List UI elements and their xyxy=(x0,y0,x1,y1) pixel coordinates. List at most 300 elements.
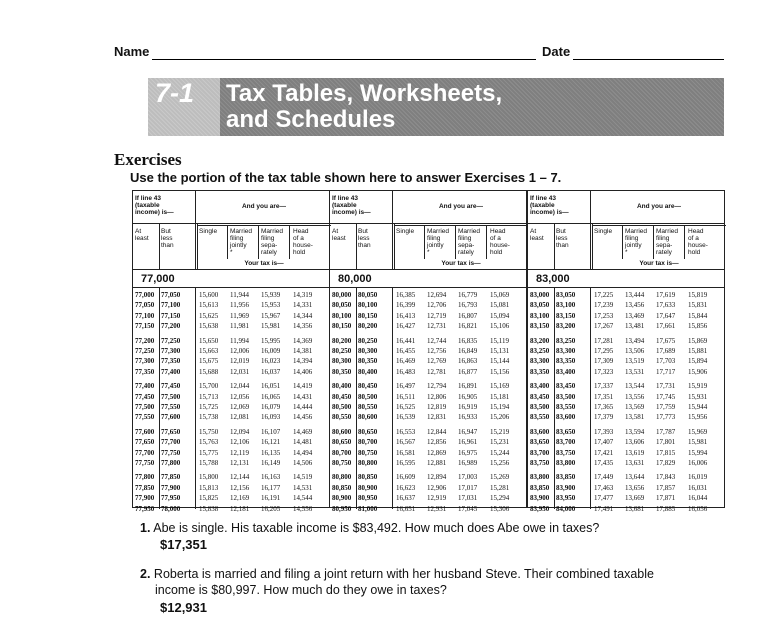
table-cell: 14,481 xyxy=(293,438,313,447)
table-cell: 13,556 xyxy=(625,392,645,401)
table-cell: 83,550 xyxy=(556,403,576,411)
table-cell: 17,717 xyxy=(656,367,676,376)
table-cell: 15,269 xyxy=(490,473,510,482)
table-cell: 13,619 xyxy=(625,448,645,457)
table-cell: 80,100 xyxy=(358,301,378,310)
title-line-1: Tax Tables, Worksheets, xyxy=(226,80,503,107)
column-rule xyxy=(195,191,196,269)
table-cell: 83,050 xyxy=(530,301,550,310)
table-row xyxy=(330,494,526,503)
table-cell: 16,093 xyxy=(261,413,281,422)
table-cell: 16,037 xyxy=(261,367,281,376)
table-cell: 16,051 xyxy=(261,382,281,391)
table-cell: 14,519 xyxy=(293,473,313,482)
table-cell: 80,350 xyxy=(332,367,352,376)
column-rule xyxy=(424,225,425,259)
header-married-separately: Married filing sepa- rately xyxy=(261,228,284,256)
table-cell: 83,300 xyxy=(556,347,576,355)
table-cell: 84,000 xyxy=(556,504,576,513)
table-cell: 17,239 xyxy=(594,301,614,310)
header-if-line: If line 43 (taxable income) is— xyxy=(135,195,174,216)
table-cell: 14,431 xyxy=(293,392,313,401)
table-cell: 77,250 xyxy=(161,336,181,345)
table-cell: 83,900 xyxy=(530,494,550,503)
table-cell: 15,894 xyxy=(688,357,708,366)
table-row xyxy=(133,413,329,422)
table-rule xyxy=(330,287,526,288)
header-but-less: But less than xyxy=(358,228,371,249)
table-cell: 17,003 xyxy=(458,473,478,482)
table-cell: 16,863 xyxy=(458,357,478,366)
table-rule xyxy=(528,223,724,224)
table-cell: 16,511 xyxy=(396,392,415,401)
header-if-line: If line 43 (taxable income) is— xyxy=(530,195,569,216)
header-married-separately: Married filing sepa- rately xyxy=(656,228,679,256)
table-cell: 16,056 xyxy=(688,504,708,513)
table-cell: 17,421 xyxy=(594,448,614,457)
column-rule xyxy=(356,223,357,269)
header-head-of-household: Head of a house- hold xyxy=(293,228,313,256)
table-cell: 15,638 xyxy=(199,322,219,331)
table-cell: 15,856 xyxy=(688,322,708,331)
table-cell: 17,017 xyxy=(458,483,478,492)
table-row xyxy=(133,322,329,331)
table-cell: 17,759 xyxy=(656,403,676,411)
table-cell: 12,744 xyxy=(427,336,447,345)
table-cell: 77,550 xyxy=(161,403,181,411)
table-cell: 17,731 xyxy=(656,382,676,391)
table-cell: 15,169 xyxy=(490,382,510,391)
table-cell: 15,981 xyxy=(688,438,708,447)
table-cell: 16,637 xyxy=(396,494,416,503)
header-head-of-household: Head of a house- hold xyxy=(688,228,708,256)
table-cell: 15,906 xyxy=(688,367,708,376)
table-cell: 77,350 xyxy=(161,357,181,366)
table-cell: 16,031 xyxy=(688,483,708,492)
table-cell: 13,681 xyxy=(625,504,645,513)
table-rule xyxy=(133,287,329,288)
table-cell: 14,506 xyxy=(293,459,313,467)
table-cell: 12,719 xyxy=(427,311,447,320)
table-cell: 17,295 xyxy=(594,347,614,355)
table-cell: 12,081 xyxy=(230,413,250,422)
table-cell: 15,194 xyxy=(490,403,510,411)
table-cell: 17,393 xyxy=(594,427,614,436)
table-cell: 14,356 xyxy=(293,322,313,331)
table-row xyxy=(528,393,724,402)
question-1 xyxy=(140,520,740,536)
table-cell: 14,394 xyxy=(293,357,313,366)
table-cell: 83,400 xyxy=(556,367,576,376)
table-cell: 14,419 xyxy=(293,382,313,391)
table-cell: 15,994 xyxy=(688,448,708,457)
table-row xyxy=(528,357,724,366)
table-cell: 15,625 xyxy=(199,311,219,320)
table-cell: 77,550 xyxy=(135,413,155,422)
table-cell: 15,969 xyxy=(688,427,708,436)
column-rule xyxy=(455,225,456,259)
table-cell: 77,900 xyxy=(135,494,155,503)
table-cell: 15,967 xyxy=(261,311,281,320)
table-rule xyxy=(133,269,329,270)
table-cell: 16,121 xyxy=(261,438,281,447)
table-cell: 83,850 xyxy=(530,483,550,492)
table-row xyxy=(133,473,329,482)
table-cell: 15,738 xyxy=(199,413,219,422)
table-cell: 17,633 xyxy=(656,301,676,310)
table-cell: 17,449 xyxy=(594,473,614,482)
table-cell: 77,850 xyxy=(135,483,155,492)
table-cell: 12,694 xyxy=(427,291,447,299)
table-cell: 16,205 xyxy=(261,504,281,513)
table-rule xyxy=(330,269,526,270)
table-cell: 77,050 xyxy=(135,301,155,310)
header-married-jointly: Married filing jointly * xyxy=(230,228,253,256)
table-cell: 16,779 xyxy=(458,291,478,299)
table-cell: 83,350 xyxy=(556,357,576,366)
table-cell: 80,050 xyxy=(358,291,378,299)
header-married-jointly: Married filing jointly * xyxy=(625,228,648,256)
table-rule xyxy=(592,225,726,226)
table-cell: 77,800 xyxy=(161,459,181,467)
table-row xyxy=(133,494,329,503)
table-cell: 80,150 xyxy=(332,322,352,331)
table-cell: 15,613 xyxy=(199,301,219,310)
table-row xyxy=(133,428,329,437)
table-cell: 83,600 xyxy=(530,427,550,436)
table-cell: 13,569 xyxy=(625,403,645,411)
question-2 xyxy=(140,566,740,598)
table-cell: 16,163 xyxy=(261,473,281,482)
table-row xyxy=(528,473,724,482)
table-cell: 15,919 xyxy=(688,382,708,391)
table-cell: 16,947 xyxy=(458,427,478,436)
table-cell: 83,550 xyxy=(530,413,550,422)
table-cell: 83,750 xyxy=(530,459,550,467)
table-cell: 77,250 xyxy=(135,347,155,355)
table-cell: 83,900 xyxy=(556,483,576,492)
title-line-2: and Schedules xyxy=(226,106,396,133)
table-cell: 17,773 xyxy=(656,413,676,422)
table-cell: 14,531 xyxy=(293,483,313,492)
table-row xyxy=(133,484,329,493)
table-cell: 14,331 xyxy=(293,301,313,310)
table-cell: 12,069 xyxy=(230,403,250,411)
table-cell: 16,581 xyxy=(396,448,416,457)
table-cell: 12,019 xyxy=(230,357,250,366)
table-cell: 15,788 xyxy=(199,459,219,467)
table-cell: 83,450 xyxy=(556,382,576,391)
table-cell: 17,351 xyxy=(594,392,614,401)
table-cell: 80,750 xyxy=(332,459,352,467)
table-cell: 80,600 xyxy=(332,427,352,436)
table-cell: 15,869 xyxy=(688,336,708,345)
table-row xyxy=(330,428,526,437)
table-cell: 77,400 xyxy=(161,367,181,376)
name-date-line xyxy=(114,44,724,62)
table-cell: 15,306 xyxy=(490,504,510,513)
table-cell: 17,281 xyxy=(594,336,614,345)
table-cell: 17,661 xyxy=(656,322,676,331)
table-cell: 83,950 xyxy=(530,504,550,513)
table-cell: 16,821 xyxy=(458,322,478,331)
column-rule xyxy=(159,223,160,269)
table-cell: 16,023 xyxy=(261,357,281,366)
table-cell: 77,050 xyxy=(161,291,181,299)
table-cell: 12,769 xyxy=(427,357,447,366)
table-cell: 17,365 xyxy=(594,403,614,411)
table-cell: 80,800 xyxy=(332,473,352,482)
table-cell: 17,225 xyxy=(594,291,614,299)
table-cell: 13,644 xyxy=(625,473,645,482)
table-cell: 16,009 xyxy=(261,347,281,355)
table-cell: 15,825 xyxy=(199,494,219,503)
instructions: Use the portion of the tax table shown here to answer Exercises 1 – 7. xyxy=(130,170,562,185)
table-cell: 14,469 xyxy=(293,427,313,436)
table-row xyxy=(330,438,526,447)
table-cell: 11,956 xyxy=(230,301,249,310)
table-cell: 16,455 xyxy=(396,347,416,355)
table-cell: 80,250 xyxy=(358,336,378,345)
table-cell: 16,399 xyxy=(396,301,416,310)
table-row xyxy=(133,368,329,377)
table-cell: 14,406 xyxy=(293,367,313,376)
table-cell: 80,100 xyxy=(332,311,352,320)
tax-table xyxy=(527,190,725,513)
table-cell: 83,050 xyxy=(556,291,576,299)
table-row xyxy=(330,393,526,402)
table-cell: 15,219 xyxy=(490,427,510,436)
table-cell: 80,200 xyxy=(332,336,352,345)
table-cell: 80,950 xyxy=(358,494,378,503)
table-cell: 12,856 xyxy=(427,438,447,447)
table-cell: 77,100 xyxy=(135,311,155,320)
table-row xyxy=(330,337,526,346)
table-cell: 12,169 xyxy=(230,494,250,503)
table-cell: 16,877 xyxy=(458,367,478,376)
table-cell: 15,600 xyxy=(199,291,219,299)
table-cell: 12,931 xyxy=(427,504,447,513)
table-cell: 15,069 xyxy=(490,291,510,299)
table-cell: 77,900 xyxy=(161,483,181,492)
table-cell: 15,775 xyxy=(199,448,219,457)
table-cell: 17,689 xyxy=(656,347,676,355)
table-cell: 16,539 xyxy=(396,413,416,422)
table-cell: 80,550 xyxy=(332,413,352,422)
table-cell: 12,844 xyxy=(427,427,447,436)
table-cell: 15,106 xyxy=(490,322,510,331)
table-cell: 16,623 xyxy=(396,483,416,492)
table-cell: 80,800 xyxy=(358,459,378,467)
table-cell: 13,469 xyxy=(625,311,645,320)
table-cell: 77,800 xyxy=(135,473,155,482)
question-number: 2. xyxy=(140,567,151,581)
table-cell: 12,919 xyxy=(427,494,447,503)
table-cell: 12,044 xyxy=(230,382,250,391)
table-cell: 80,350 xyxy=(358,357,378,366)
table-cell: 83,150 xyxy=(556,311,576,320)
table-cell: 77,300 xyxy=(161,347,181,355)
table-cell: 15,881 xyxy=(688,347,708,355)
table-cell: 16,849 xyxy=(458,347,478,355)
table-cell: 15,725 xyxy=(199,403,219,411)
table-row xyxy=(330,403,526,412)
table-cell: 83,950 xyxy=(556,494,576,503)
table-cell: 17,323 xyxy=(594,367,614,376)
table-cell: 16,835 xyxy=(458,336,478,345)
table-row xyxy=(330,301,526,310)
table-cell: 13,606 xyxy=(625,438,645,447)
table-cell: 80,850 xyxy=(358,473,378,482)
table-cell: 16,385 xyxy=(396,291,416,299)
table-cell: 80,000 xyxy=(332,291,352,299)
table-cell: 11,969 xyxy=(230,311,249,320)
table-cell: 16,807 xyxy=(458,311,478,320)
header-your-tax: Your tax is— xyxy=(244,260,284,267)
table-cell: 15,800 xyxy=(199,473,219,482)
table-cell: 13,594 xyxy=(625,427,645,436)
date-field[interactable] xyxy=(573,59,724,60)
header-if-line: If line 43 (taxable income) is— xyxy=(332,195,371,216)
table-cell: 17,745 xyxy=(656,392,676,401)
table-cell: 12,894 xyxy=(427,473,447,482)
table-cell: 12,794 xyxy=(427,382,447,391)
tax-table xyxy=(329,190,527,513)
answer-1: $17,351 xyxy=(160,537,207,552)
table-row xyxy=(330,505,526,514)
table-cell: 16,177 xyxy=(261,483,281,492)
table-cell: 17,787 xyxy=(656,427,676,436)
header-married-separately: Married filing sepa- rately xyxy=(458,228,481,256)
column-rule xyxy=(590,191,591,269)
table-cell: 77,850 xyxy=(161,473,181,482)
table-cell: 16,079 xyxy=(261,403,281,411)
table-cell: 15,688 xyxy=(199,367,219,376)
table-cell: 14,494 xyxy=(293,448,313,457)
table-cell: 83,200 xyxy=(556,322,576,331)
table-cell: 15,256 xyxy=(490,459,510,467)
table-cell: 15,838 xyxy=(199,504,219,513)
table-cell: 16,891 xyxy=(458,382,478,391)
header-at-least: At least xyxy=(332,228,346,242)
table-cell: 15,675 xyxy=(199,357,219,366)
table-cell: 13,531 xyxy=(625,367,645,376)
table-row xyxy=(133,382,329,391)
table-cell: 17,267 xyxy=(594,322,614,331)
income-group-label: 77,000 xyxy=(141,273,175,285)
header-but-less: But less than xyxy=(161,228,174,249)
table-row xyxy=(330,312,526,321)
table-cell: 17,379 xyxy=(594,413,614,422)
table-cell: 77,450 xyxy=(135,392,155,401)
answer-2: $12,931 xyxy=(160,600,207,615)
table-row xyxy=(528,505,724,514)
table-cell: 15,663 xyxy=(199,347,219,355)
table-cell: 17,885 xyxy=(656,504,676,513)
table-cell: 17,031 xyxy=(458,494,478,503)
table-cell: 17,253 xyxy=(594,311,614,320)
table-cell: 16,793 xyxy=(458,301,478,310)
table-cell: 15,931 xyxy=(688,392,708,401)
question-number: 1. xyxy=(140,521,151,535)
table-row xyxy=(528,382,724,391)
table-row xyxy=(133,449,329,458)
table-cell: 13,444 xyxy=(625,291,645,299)
section-heading: Exercises xyxy=(114,150,182,169)
table-row xyxy=(528,428,724,437)
table-row xyxy=(528,449,724,458)
table-row xyxy=(133,505,329,514)
table-row xyxy=(330,357,526,366)
question-text-line-2: income is $80,997. How much do they owe in taxes? xyxy=(155,583,447,597)
table-cell: 12,131 xyxy=(230,459,250,467)
income-group-label: 80,000 xyxy=(338,273,372,285)
table-cell: 16,497 xyxy=(396,382,416,391)
table-cell: 17,647 xyxy=(656,311,676,320)
table-row xyxy=(133,438,329,447)
table-cell: 15,750 xyxy=(199,427,219,436)
table-row xyxy=(528,413,724,422)
table-cell: 12,031 xyxy=(230,367,250,376)
table-cell: 15,081 xyxy=(490,301,510,310)
table-row xyxy=(528,494,724,503)
table-row xyxy=(330,382,526,391)
table-row xyxy=(133,393,329,402)
tax-table xyxy=(132,190,330,513)
header-and-you-are: And you are— xyxy=(636,203,682,210)
table-cell: 17,801 xyxy=(656,438,676,447)
table-row xyxy=(133,312,329,321)
column-rule xyxy=(197,223,198,269)
table-cell: 12,831 xyxy=(427,413,447,422)
table-cell: 12,156 xyxy=(230,483,250,492)
table-cell: 16,933 xyxy=(458,413,478,422)
table-cell: 83,450 xyxy=(530,392,550,401)
table-row xyxy=(330,291,526,300)
table-cell: 12,869 xyxy=(427,448,447,457)
table-cell: 15,181 xyxy=(490,392,510,401)
table-cell: 77,000 xyxy=(135,291,155,299)
table-cell: 77,200 xyxy=(135,336,155,345)
table-cell: 81,000 xyxy=(358,504,378,513)
name-field[interactable] xyxy=(152,59,536,60)
table-cell: 12,731 xyxy=(427,322,447,331)
table-row xyxy=(330,368,526,377)
table-row xyxy=(133,347,329,356)
table-cell: 16,919 xyxy=(458,403,478,411)
table-cell: 15,156 xyxy=(490,367,510,376)
table-cell: 11,994 xyxy=(230,336,249,345)
table-row xyxy=(330,413,526,422)
table-cell: 17,675 xyxy=(656,336,676,345)
table-row xyxy=(133,337,329,346)
table-cell: 12,106 xyxy=(230,438,250,447)
income-group-label: 83,000 xyxy=(536,273,570,285)
column-rule xyxy=(392,191,393,269)
table-cell: 16,525 xyxy=(396,403,416,411)
table-row xyxy=(528,438,724,447)
table-cell: 77,200 xyxy=(161,322,181,331)
table-cell: 83,150 xyxy=(530,322,550,331)
table-cell: 80,450 xyxy=(358,382,378,391)
header-and-you-are: And you are— xyxy=(438,203,484,210)
table-cell: 15,094 xyxy=(490,311,510,320)
table-cell: 15,844 xyxy=(688,311,708,320)
table-cell: 16,149 xyxy=(261,459,281,467)
table-cell: 80,500 xyxy=(358,392,378,401)
table-cell: 16,609 xyxy=(396,473,416,482)
table-cell: 16,019 xyxy=(688,473,708,482)
